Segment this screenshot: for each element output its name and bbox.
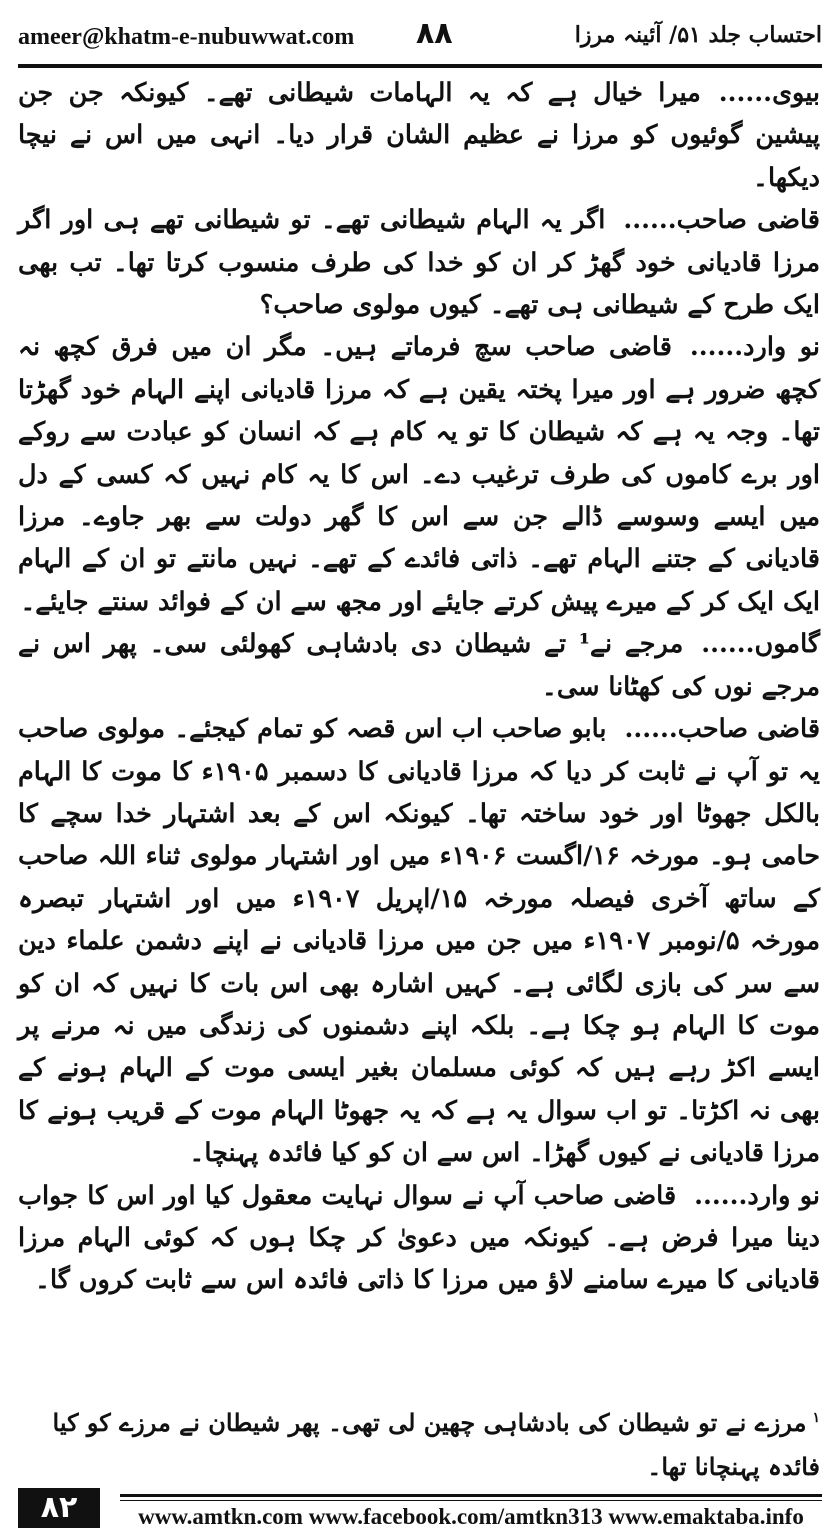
paragraph-1 [18,72,820,199]
header-email: ameer@khatm-e-nubuwwat.com [18,24,355,50]
speaker-label: قاضی صاحب...... [623,205,820,236]
paragraph-2 [18,199,820,326]
paragraph-6 [18,1175,820,1302]
paragraph-text: میرا خیال ہے کہ یہ الہامات شیطانی تھے۔ کیونکہ جن جن پیشین گوئیوں کو مرزا نے عظیم الشان قرار دیا۔ انہی میں اس نے نیچا دیکھا۔ [18,78,820,193]
book-title: احتساب جلد ۵۱/ آئینہ مرزا [574,22,822,48]
paragraph-text: مرجے نے¹ تے شیطان دی بادشاہی کھولئی سی۔ پھر اس نے مرجے نوں کی کھٹانا سی۔ [18,629,820,702]
footnote-divider [18,1384,278,1385]
speaker-label: قاضی صاحب...... [624,714,821,745]
footnote [18,1396,820,1489]
paragraph-text: قاضی صاحب آپ نے سوال نہایت معقول کیا اور اس کا جواب دینا میرا فرض ہے۔ کیونکہ میں دعویٰ کر چکا ہوں کہ کوئی الہام مرزا قادیانی کا میرے سامنے لاؤ میں مرزا کا ذاتی فائدہ اس سے ثابت کروں گا۔ [18,1180,820,1296]
paragraph-4 [18,623,820,708]
header-rule [18,64,822,68]
page-header [18,16,822,60]
paragraph-text: قاضی صاحب سچ فرماتے ہیں۔ مگر ان میں فرق کچھ نہ کچھ ضرور ہے اور میرا پختہ یقین ہے کہ مرزا قادیانی اپنے الہام خود گھڑتا تھا۔ وجہ یہ ہے کہ شیطان کا تو یہ کام ہے کہ انسان کو عبادت سے روکے اور برے کاموں کی طرف ترغیب دے۔ اس کا یہ کام نہیں کہ کسی کے دل میں ایسے وسوسے ڈالے جن سے اس کا گھر دولت سے بھر جاوے۔ مرزا قادیانی کے جتنے الہام تھے۔ ذاتی فائدے کے تھے۔ نہیں مانتے تو ان کے الہام ایک ایک کر کے میرے پیش کرتے جایئے اور مجھ سے ان کے فوائد سنتے جایئے۔ [18,332,820,617]
speaker-label: گاموں...... [701,629,820,660]
speaker-label: نو وارد...... [689,332,821,363]
paragraph-5 [18,708,820,1174]
footnote-text: مرزے نے تو شیطان کی بادشاہی چھین لی تھی۔ پھر شیطان نے مرزے کو کیا فائدہ پہنچانا تھا۔ [52,1408,820,1481]
footer-rule-thin [120,1500,822,1501]
page-footer [0,1488,840,1540]
footer-rule [120,1494,822,1497]
footer-page-number: ۸۲ [18,1488,100,1528]
paragraph-text: اگر یہ الہام شیطانی تھے۔ تو شیطانی تھے ہی اور اگر مرزا قادیانی خود گھڑ کر ان کو خدا کی طرف منسوب کرتا تھا۔ تب بھی ایک طرح کے شیطانی ہی تھے۔ کیوں مولوی صاحب؟ [18,205,820,321]
speaker-label: نو وارد...... [694,1180,820,1211]
main-text [18,72,820,1302]
header-page-number: ۸۸ [416,16,453,51]
paragraph-text: بابو صاحب اب اس قصہ کو تمام کیجئے۔ مولوی صاحب یہ تو آپ نے ثابت کر دیا کہ مرزا قادیانی کا دسمبر ۱۹۰۵ء کا موت کا الہام بالکل جھوٹا اور خود ساختہ تھا۔ کیونکہ اس کے بعد اشتہار خدا سچے کا حامی ہو۔ مورخہ ۱۶/اگست ۱۹۰۶ء میں اور اشتہار مولوی ثناء اللہ صاحب کے ساتھ آخری فیصلہ مورخہ ۱۵/اپریل ۱۹۰۷ء میں اور اشتہار تبصرہ مورخہ ۵/نومبر ۱۹۰۷ء میں جن میں مرزا قادیانی نے اپنے دشمن علماء دین سے سر کی بازی لگائی ہے۔ کہیں اشارہ بھی اس بات کا نہیں کہ ان کو موت کا الہام ہو چکا ہے۔ بلکہ اپنے دشمنوں کی زندگی میں نہ مرنے پر ایسے اکڑ رہے ہیں کہ کوئی مسلمان بغیر ایسی موت کے الہام ہونے کے بھی نہ اکڑتا۔ تو اب سوال یہ ہے کہ یہ جھوٹا الہام موت کے قریب ہونے کا مرزا قادیانی نے کیوں گھڑا۔ اس سے ان کو کیا فائدہ پہنچا۔ [18,714,821,1169]
speaker-label: بیوی...... [718,78,820,108]
paragraph-3 [18,326,820,623]
footnote-marker: ۱ [812,1410,820,1426]
footer-website-links: www.amtkn.com www.facebook.com/amtkn313 www.emaktaba.info [138,1504,804,1529]
